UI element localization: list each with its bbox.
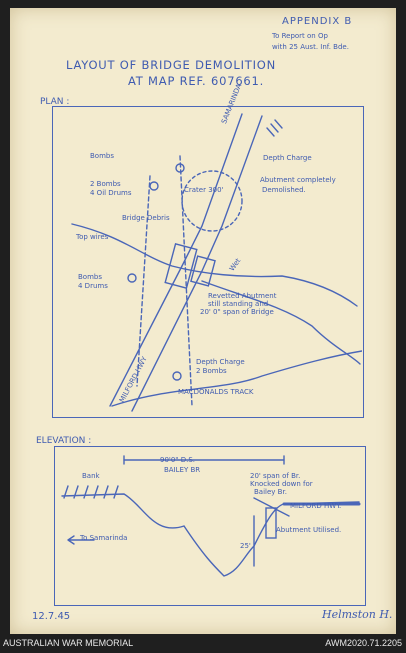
elevation-sketch xyxy=(54,446,364,604)
document-title-line2: AT MAP REF. 607661. xyxy=(128,74,265,88)
appendix-label: APPENDIX B xyxy=(282,16,353,27)
crater-outline xyxy=(182,171,242,231)
milford-hwy-label: MILFORD HWY xyxy=(118,355,149,404)
bombs-top-label: Bombs xyxy=(90,152,114,160)
bridge-debris-label: Bridge Debris xyxy=(122,214,170,222)
span-20-label-2: Knocked down for xyxy=(250,480,313,488)
depth-charge-bottom-label-2: 2 Bombs xyxy=(196,367,227,375)
top-wires-label: Top wires xyxy=(76,233,109,241)
macdonalds-track-label: MACDONALDS TRACK xyxy=(178,388,254,396)
wet-label: Wet xyxy=(228,256,243,273)
document-sheet xyxy=(10,8,396,634)
hatch-marks xyxy=(267,120,282,136)
to-samarinda-label: To Samarinda xyxy=(80,534,128,542)
crater-label: Crater 300' xyxy=(184,186,224,194)
depth-charge-top-label: Depth Charge xyxy=(263,154,312,162)
bombs-oil-drums-label-1: 2 Bombs xyxy=(90,180,121,188)
bombs-oil-drums-label-2: 4 Oil Drums xyxy=(90,189,132,197)
abutment-block xyxy=(266,508,276,538)
archive-id: AWM2020.71.2205 xyxy=(325,638,402,648)
bomb-charge xyxy=(150,182,158,190)
plan-heading: PLAN : xyxy=(40,97,70,107)
drum-charge xyxy=(128,274,136,282)
revetted-abutment-label-2: still standing and xyxy=(208,300,269,308)
bombs-drums-label-1: Bombs xyxy=(78,273,102,281)
archive-caption-bar xyxy=(0,634,406,653)
span-ds-label: 90'0" D.S. xyxy=(160,456,196,464)
elevation-heading: ELEVATION : xyxy=(36,436,92,446)
document-date: 12.7.45 xyxy=(32,611,71,622)
abutment-demolished-label-1: Abutment completely xyxy=(260,176,336,184)
document-title-line1: LAYOUT OF BRIDGE DEMOLITION xyxy=(66,58,277,72)
report-reference-line1: To Report on Op xyxy=(272,32,328,40)
bank-label: Bank xyxy=(82,472,100,480)
revetted-abutment-label-3: 20' 0" span of Bridge xyxy=(200,308,274,316)
bombs-drums-label-2: 4 Drums xyxy=(78,282,108,290)
span-20-label-1: 20' span of Br. xyxy=(250,472,301,480)
abutment-demolished-label-2: Demolished. xyxy=(262,186,306,194)
bailey-label: BAILEY BR xyxy=(164,466,201,474)
bottom-charge xyxy=(173,372,181,380)
fallen-span xyxy=(254,498,289,516)
span-20-label-3: Bailey Br. xyxy=(254,488,287,496)
report-reference-line2: with 25 Aust. Inf. Bde. xyxy=(272,43,349,51)
height-label: 25' xyxy=(240,542,251,550)
signature: Helmston H. xyxy=(322,608,393,621)
depth-charge-bottom-label-1: Depth Charge xyxy=(196,358,245,366)
samarinda-label: SAMARINDA xyxy=(220,82,244,125)
revetted-abutment-label-1: Revetted Abutment xyxy=(208,292,277,300)
wire-line-1 xyxy=(137,176,150,386)
milford-hwy-elevation-label: MILFORD HWY. xyxy=(290,502,342,510)
abutment-utilised-label: Abutment Utilised. xyxy=(276,526,342,534)
archive-name: AUSTRALIAN WAR MEMORIAL xyxy=(3,638,134,648)
